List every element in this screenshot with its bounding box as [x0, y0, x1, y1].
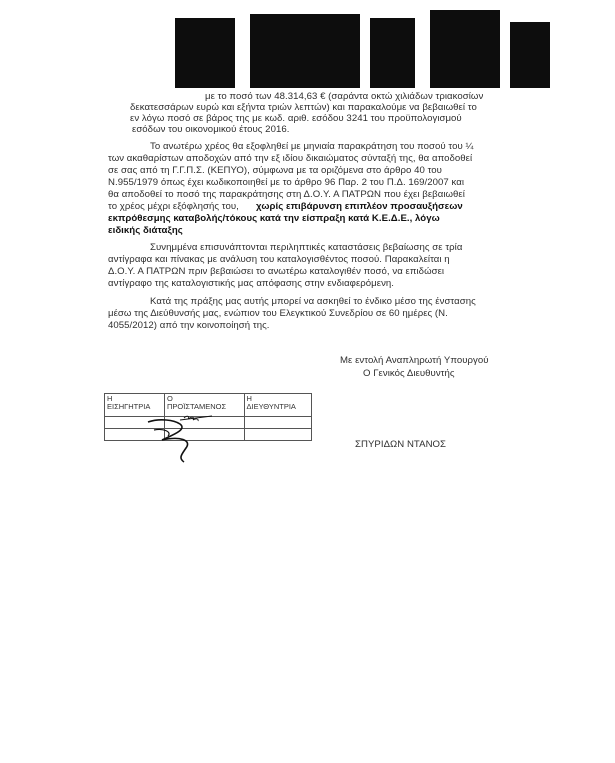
signatory-name: ΣΠΥΡΙΔΩΝ ΝΤΑΝΟΣ: [355, 439, 447, 450]
paragraph-4-line: μέσω της Διεύθυνσής μας, ενώπιον του Ελεγκτικού Συνεδρίου σε 60 ημέρες (Ν.: [108, 308, 448, 319]
sig-col-label: ΠΡΟΪΣΤΑΜΕΝΟΣ: [166, 402, 227, 411]
redaction-block: [430, 10, 500, 88]
paragraph-2-bold: εκπρόθεσμης καταβολής/τόκους κατά την είσπραξη κατά Κ.Ε.Δ.Ε., λόγω: [108, 213, 440, 224]
paragraph-4-line: 4055/2012) από την κοινοποίησή της.: [108, 320, 270, 331]
sig-cell: [244, 429, 311, 441]
paragraph-2-line: θα αποδοθεί το ποσό της παρακράτησης στη Δ.Ο.Υ. Α ΠΑΤΡΩΝ που έχει βεβαιωθεί: [108, 189, 465, 200]
redaction-block: [175, 18, 235, 88]
signoff-authority: Με εντολή Αναπληρωτή Υπουργού: [340, 355, 489, 366]
sig-cell: [244, 417, 311, 429]
paragraph-1-line: δεκατεσσάρων ευρώ και εξήντα τριών λεπτών) και παρακαλούμε να βεβαιωθεί το: [130, 102, 477, 113]
paragraph-3-line: αντίγραφα και πίνακας με ανάλυση του καταλογισθέντος ποσού. Παρακαλείται η: [108, 254, 450, 265]
handwritten-signature: [140, 410, 230, 465]
paragraph-2-line: των ακαθαρίστων αποδοχών από την εξ ιδίου δικαιώματος σύνταξή της, θα αποδοθεί: [108, 153, 473, 164]
redaction-block: [370, 18, 415, 88]
sig-col-label: Ο: [166, 394, 173, 403]
paragraph-2-line: Το ανωτέρω χρέος θα εξοφληθεί με μηνιαία παρακράτηση του ποσού του ¼: [150, 141, 474, 152]
paragraph-3-line: Συνημμένα επισυνάπτονται περιληπτικές καταστάσεις βεβαίωσης σε τρία: [150, 242, 463, 253]
paragraph-1-line: εσόδων του οικονομικού έτους 2016.: [132, 124, 290, 135]
paragraph-2-line: σε σας από τη Γ.Γ.Π.Σ. (ΚΕΠΥΟ), σύμφωνα με τα οριζόμενα στο άρθρο 40 του: [108, 165, 442, 176]
sig-col-label: Η: [246, 394, 252, 403]
paragraph-3-line: Δ.Ο.Υ. Α ΠΑΤΡΩΝ πριν βεβαιώσει το ανωτέρω καταλογιθέν ποσό, να επιδώσει: [108, 266, 445, 277]
sig-col-label: Η: [107, 394, 113, 403]
redaction-block: [510, 22, 550, 88]
signoff-title: Ο Γενικός Διευθυντής: [363, 368, 455, 379]
sig-col-label: ΕΙΣΗΓΗΤΡΙΑ: [107, 402, 151, 411]
sig-col-label: ΔΙΕΥΘΥΝΤΡΙΑ: [246, 402, 296, 411]
paragraph-3-line: αντίγραφο της καταλογιστικής μας απόφασης στην ενδιαφερόμενη.: [108, 278, 395, 289]
paragraph-1-line: με το ποσό των 48.314,63 € (σαράντα οκτώ χιλιάδων τριακοσίων: [205, 91, 484, 102]
sig-col-director: [244, 394, 311, 417]
paragraph-2-bold: χωρίς επιβάρυνση επιπλέον προσαυξήσεων: [256, 201, 463, 212]
paragraph-2-bold: ειδικής διάταξης: [108, 225, 183, 236]
paragraph-2-line: το χρέος μέχρι εξόφλησής του,: [108, 201, 239, 212]
paragraph-2-line: Ν.955/1979 όπως έχει κωδικοποιηθεί με το άρθρο 96 Παρ. 2 του Π.Δ. 169/2007 και: [108, 177, 465, 188]
paragraph-4-line: Κατά της πράξης μας αυτής μπορεί να ασκηθεί το ένδικο μέσο της ένστασης: [150, 296, 476, 307]
redaction-block: [250, 14, 360, 88]
paragraph-1-line: εν λόγω ποσό σε βάρος της με κωδ. αριθ. εσόδου 3241 του προϋπολογισμού: [130, 113, 462, 124]
